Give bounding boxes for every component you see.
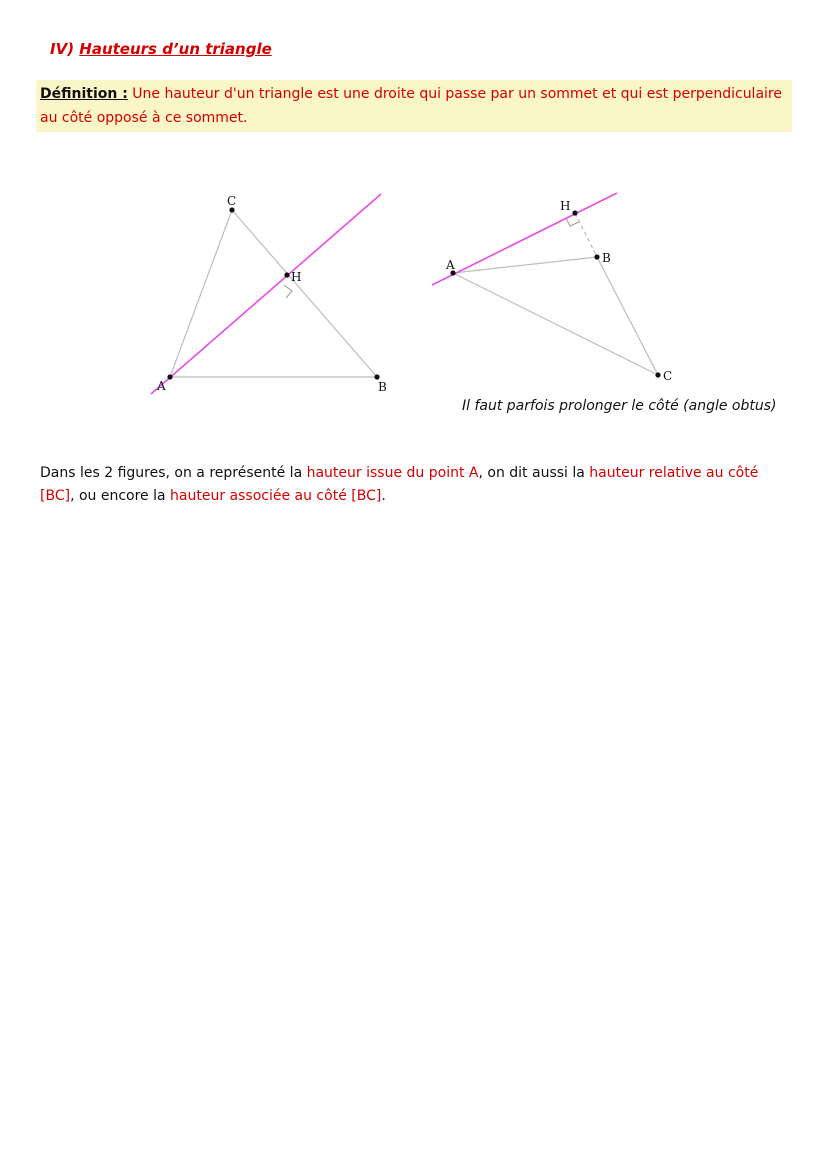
label-a: A — [446, 258, 455, 272]
label-h: H — [291, 270, 302, 284]
definition-line-2: au côté opposé à ce sommet. — [40, 110, 248, 126]
side-ac — [170, 210, 232, 377]
point-h — [284, 272, 289, 277]
right-angle-mark — [566, 218, 579, 226]
definition-box — [36, 80, 792, 132]
section-title — [50, 40, 272, 58]
figure-acute-triangle — [140, 185, 400, 410]
point-b — [374, 374, 379, 379]
definition-text-1: Une hauteur d'un triangle est une droite qui passe par un sommet et qui est perpendiculaire — [132, 86, 782, 102]
section-number: IV) — [50, 40, 75, 58]
para-text-3: , ou encore la — [70, 488, 171, 504]
side-bc — [597, 257, 658, 375]
point-c — [655, 372, 660, 377]
label-c: C — [227, 194, 237, 208]
label-b: B — [378, 380, 387, 394]
label-c: C — [663, 369, 673, 383]
point-b — [594, 254, 599, 259]
figure-obtuse-triangle — [425, 190, 690, 390]
para-text-4: . — [381, 488, 386, 504]
extended-side — [575, 213, 597, 257]
label-a: A — [157, 379, 166, 393]
point-c — [229, 207, 234, 212]
para-red-3: [BC] — [40, 488, 71, 504]
label-b: B — [602, 251, 611, 265]
para-red-2: hauteur relative au côté — [589, 465, 759, 481]
explanation-paragraph — [40, 462, 800, 508]
right-angle-mark — [284, 285, 292, 298]
point-a — [167, 374, 172, 379]
figure-caption: Il faut parfois prolonger le côté (angle obtus) — [462, 398, 777, 414]
section-title-text: Hauteurs d’un triangle — [79, 40, 272, 58]
point-h — [572, 210, 577, 215]
para-text-2: , on dit aussi la — [478, 465, 590, 481]
side-ab — [453, 257, 597, 273]
altitude-line — [432, 193, 617, 285]
altitude-line — [151, 194, 381, 394]
para-red-4: hauteur associée au côté [BC] — [170, 488, 382, 504]
label-h: H — [560, 199, 571, 213]
para-text-1: Dans les 2 figures, on a représenté la — [40, 465, 307, 481]
side-ac — [453, 273, 658, 375]
side-bc — [232, 210, 377, 377]
definition-label: Définition : — [40, 86, 128, 102]
definition-line-1 — [40, 84, 782, 104]
para-red-1: hauteur issue du point A — [306, 465, 479, 481]
